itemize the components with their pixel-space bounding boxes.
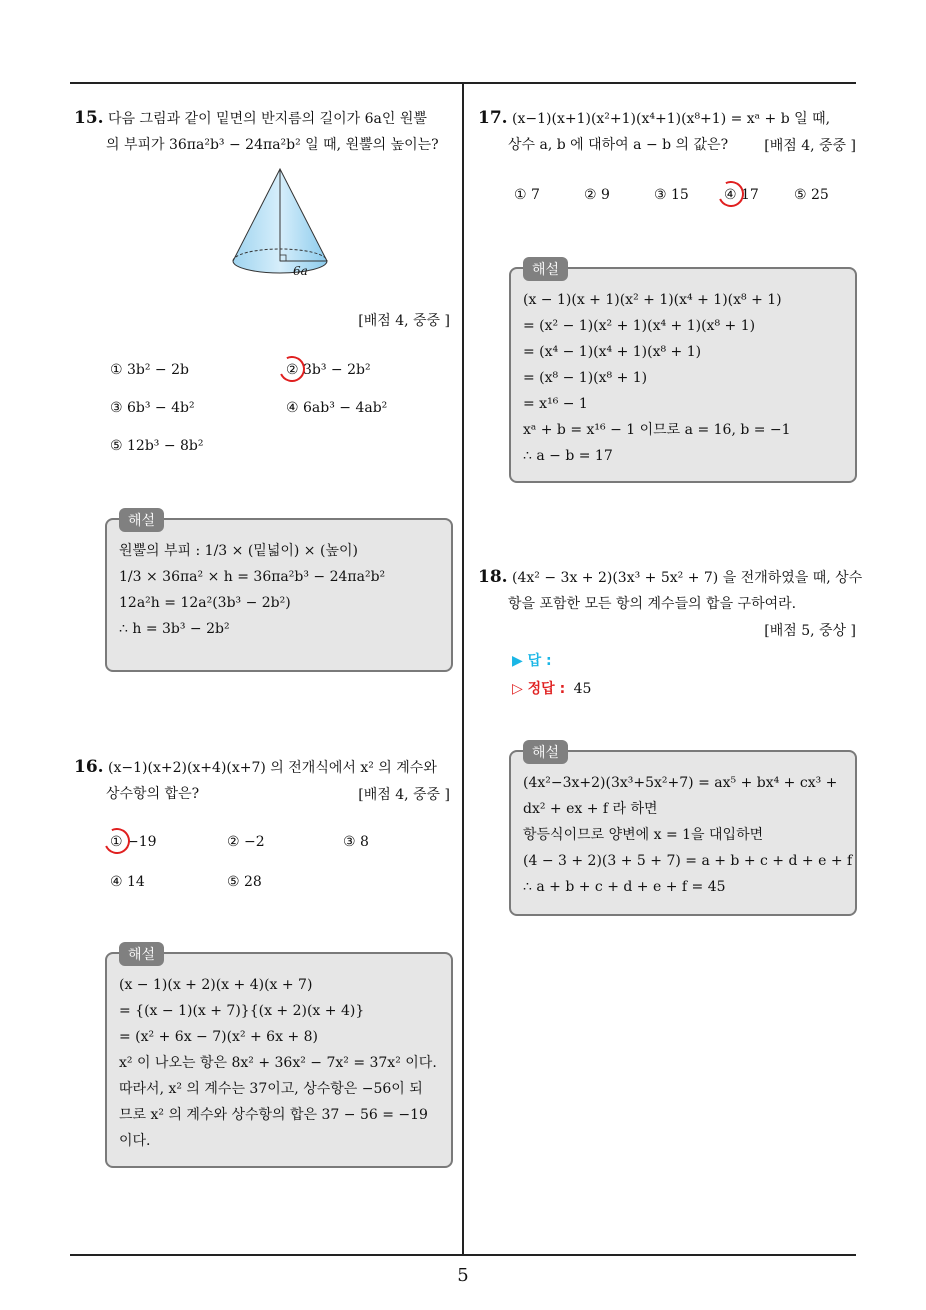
question-text: 의 부피가 36πa²b³ − 24πa²b² 일 때, 원뿔의 높이는? [106,137,439,153]
column-divider [462,84,464,1256]
question-score: [배점 5, 중상 ] [764,623,856,639]
question-score: [배점 4, 중중 ] [358,313,450,329]
solution-line: 이다. [119,1133,151,1149]
correct-answer-label: ▷ 정답 : [512,681,566,697]
solution-box [105,513,453,672]
choice-5[interactable]: ⑤ 28 [227,874,262,890]
solution-tag: 해설 [119,942,164,966]
choice-2[interactable]: ② 9 [584,187,610,203]
question-text: 다음 그림과 같이 밑면의 반지름의 길이가 6a인 원뿔 [108,111,427,127]
solution-line: x² 이 나오는 항은 8x² + 36x² − 7x² = 37x² 이다. [119,1055,437,1071]
solution-line: = x¹⁶ − 1 [523,396,588,412]
selected-answer-mark [714,177,747,210]
solution-line: = (x⁸ − 1)(x⁸ + 1) [523,370,648,386]
solution-tag: 해설 [523,257,568,281]
solution-line: 므로 x² 의 계수와 상수항의 합은 37 − 56 = −19 [119,1107,428,1123]
solution-line: 원뿔의 부피 : 1/3 × (밑넓이) × (높이) [119,543,358,559]
choice-3[interactable]: ③ 15 [654,187,689,203]
solution-line: (4x²−3x+2)(3x³+5x²+7) = ax⁵ + bx⁴ + cx³ + [523,775,838,791]
solution-line: ∴ h = 3b³ − 2b² [119,621,230,637]
figure-radius-label: 6a [293,264,308,278]
solution-line: xᵃ + b = x¹⁶ − 1 이므로 a = 16, b = −1 [523,422,791,438]
question-number: 15. [74,108,104,128]
solution-line: (x − 1)(x + 2)(x + 4)(x + 7) [119,977,313,993]
solution-box [509,262,857,483]
question-number: 17. [478,108,508,128]
choice-2[interactable]: ② 3b³ − 2b² [286,362,371,378]
answer-input-label[interactable]: ▶ 답 : [512,653,552,669]
solution-line: = (x² + 6x − 7)(x² + 6x + 8) [119,1029,318,1045]
solution-line: 1/3 × 36πa² × h = 36πa²b³ − 24πa²b² [119,569,386,585]
question-number: 18. [478,567,508,587]
correct-answer-value: 45 [573,681,592,697]
solution-line: = (x⁴ − 1)(x⁴ + 1)(x⁸ + 1) [523,344,702,360]
solution-tag: 해설 [119,508,164,532]
selected-answer-mark [100,824,133,857]
solution-line: 12a²h = 12a²(3b³ − 2b²) [119,595,291,611]
solution-line: 항등식이므로 양변에 x = 1을 대입하면 [523,827,764,843]
choice-1[interactable]: ① 7 [514,187,540,203]
correct-answer-row [512,678,591,698]
cone-figure [228,165,332,280]
question-text: (4x² − 3x + 2)(3x³ + 5x² + 7) 을 전개하였을 때, 상수 [512,570,863,586]
question-18 [478,564,863,617]
solution-line: = {(x − 1)(x + 7)}{(x + 2)(x + 4)} [119,1003,365,1019]
choice-5[interactable]: ⑤ 25 [794,187,829,203]
solution-line: = (x² − 1)(x² + 1)(x⁴ + 1)(x⁸ + 1) [523,318,756,334]
question-number: 16. [74,757,104,777]
solution-line: ∴ a − b = 17 [523,448,613,464]
question-score: [배점 4, 중중 ] [764,138,856,154]
choice-1[interactable]: ① 3b² − 2b [110,362,189,378]
choice-1[interactable]: ① −19 [110,834,157,850]
choice-4[interactable]: ④ 17 [724,187,759,203]
question-15 [74,105,459,158]
solution-tag: 해설 [523,740,568,764]
question-text: 상수항의 합은? [106,786,200,802]
solution-box [105,947,453,1168]
solution-line: ∴ a + b + c + d + e + f = 45 [523,879,726,895]
choice-4[interactable]: ④ 6ab³ − 4ab² [286,400,388,416]
choice-3[interactable]: ③ 8 [343,834,369,850]
choice-2[interactable]: ② −2 [227,834,265,850]
choice-5[interactable]: ⑤ 12b³ − 8b² [110,438,204,454]
choice-4[interactable]: ④ 14 [110,874,145,890]
question-text: (x−1)(x+1)(x²+1)(x⁴+1)(x⁸+1) = xᵃ + b 일 때, [512,111,831,127]
solution-line: 따라서, x² 의 계수는 37이고, 상수항은 −56이 되 [119,1081,423,1097]
question-text: 상수 a, b 에 대하여 a − b 의 값은? [508,137,729,153]
solution-line: dx² + ex + f 라 하면 [523,801,658,817]
page-number: 5 [457,1265,469,1286]
question-text: 항을 포함한 모든 항의 계수들의 합을 구하여라. [508,596,797,612]
question-score: [배점 4, 중중 ] [358,787,450,803]
selected-answer-mark [275,352,308,385]
solution-line: (4 − 3 + 2)(3 + 5 + 7) = a + b + c + d + e + f [523,853,853,869]
choice-3[interactable]: ③ 6b³ − 4b² [110,400,195,416]
solution-line: (x − 1)(x + 1)(x² + 1)(x⁴ + 1)(x⁸ + 1) [523,292,782,308]
solution-box [509,745,857,916]
question-text: (x−1)(x+2)(x+4)(x+7) 의 전개식에서 x² 의 계수와 [108,760,437,776]
